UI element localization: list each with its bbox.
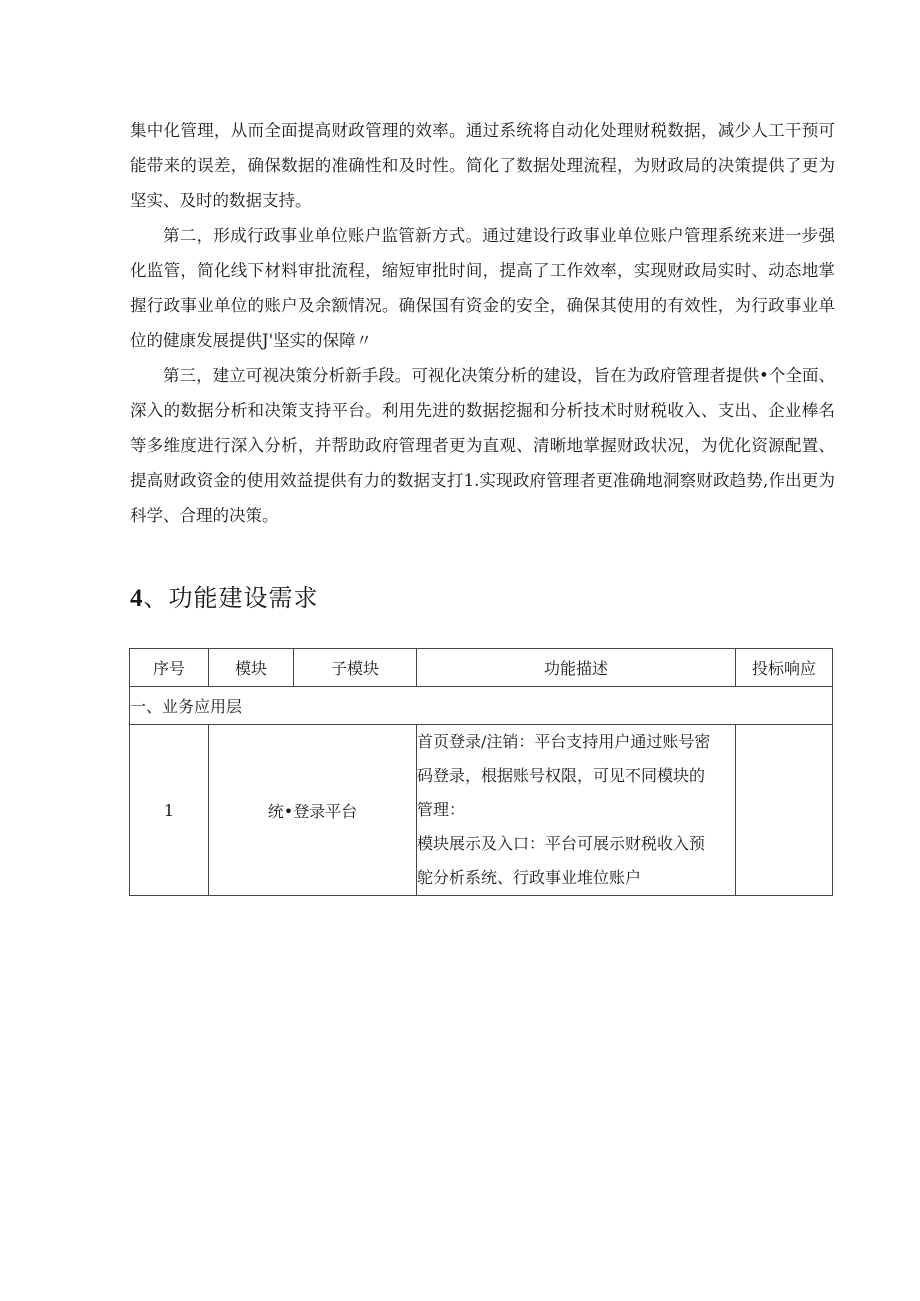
description-line: 管理：	[417, 800, 466, 819]
table-header-row	[130, 649, 833, 687]
header-response: 投标响应	[736, 649, 833, 687]
requirements-table	[129, 648, 833, 896]
description-line: 码登录，根据账号权限，可见不同模块的	[417, 766, 706, 785]
header-index: 序号	[130, 649, 209, 687]
row-module: 统•登录平台	[209, 725, 417, 896]
paragraph-3: 第三，建立可视决策分析新手段。可视化决策分析的建设，旨在为政府管理者提供•个全面、深入的数据分析和决策支持平台。利用先进的数据挖掘和分析技术时财税收入、支出、企业棒名等多维度进行深入分析，并帮助政府管理者更为直观、清晰地掌握财政状况，为优化资源配置、提高财政资金的使用效益提供有力的数据支打1.实现政府管理者更准确地洞察财政趋势,作出更为科学、合理的决策。	[130, 366, 835, 525]
group-label: 一、业务应用层	[130, 687, 833, 725]
section-title: 、功能建设需求	[143, 584, 319, 612]
header-description: 功能描述	[417, 649, 736, 687]
header-module: 模块	[209, 649, 294, 687]
header-submodule: 子模块	[294, 649, 417, 687]
table-row	[130, 725, 833, 896]
body-text	[130, 113, 835, 533]
row-response	[736, 725, 833, 896]
description-line: 鸵分析系统、行政事业堆位账户	[417, 868, 642, 887]
table-group-row	[130, 687, 833, 725]
description-line: 首页登录/注销：平台支持用户通过账号密	[417, 732, 711, 751]
section-heading	[130, 578, 319, 619]
section-number: 4	[130, 585, 144, 612]
paragraph-2: 第二，形成行政事业单位账户监管新方式。通过建设行政事业单位账户管理系统来进一步强化监管，简化线下材料审批流程，缩短审批时间，提高了工作效率，实现财政局实时、动态地掌握行政事业单位的账户及余额情况。确保国有资金的安全，确保其使用的有效性，为行政事业单位的健康发展提供J'坚实的保障〃	[130, 226, 835, 350]
row-description	[417, 725, 736, 896]
description-line: 模块展示及入口：平台可展示财税收入预	[417, 834, 706, 853]
paragraph-1: 集中化管理，从而全面提高财政管理的效率。通过系统将自动化处理财税数据，减少人工干预可能带来的误差，确保数据的准确性和及时性。简化了数据处理流程，为财政局的决策提供了更为坚实、及时的数据支持。	[130, 121, 835, 210]
row-index: 1	[130, 725, 209, 896]
